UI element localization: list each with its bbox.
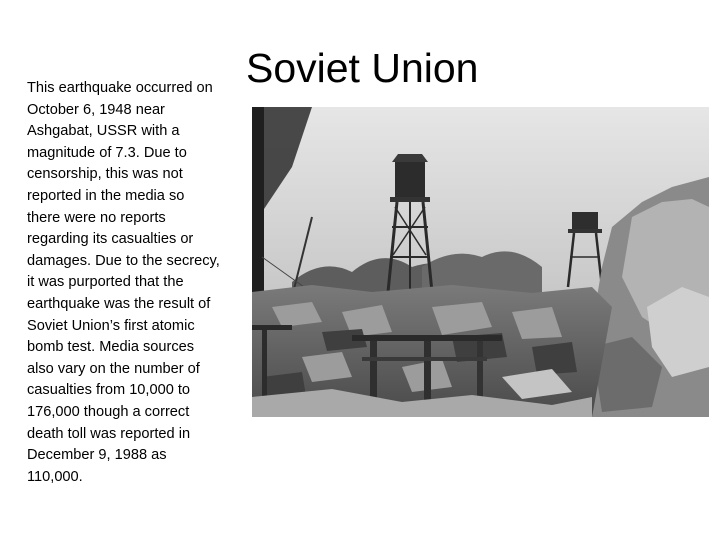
slide-body-text: This earthquake occurred on October 6, 1948 near Ashgabat, USSR with a magnitude of 7.3. Due to censorship, this was not reported in the media so there were no reports regarding its casualties or damages. Due to the secrecy, it was purported that the earthquake was the result of Soviet Union’s first atomic bomb test. Media sources also vary on the number of casualties from 10,000 to 176,000 though a correct death toll was reported in December 9, 1988 as 110,000. xyxy=(27,80,220,485)
slide-title: Soviet Union xyxy=(246,45,479,91)
earthquake-ruins-photo xyxy=(252,107,709,417)
